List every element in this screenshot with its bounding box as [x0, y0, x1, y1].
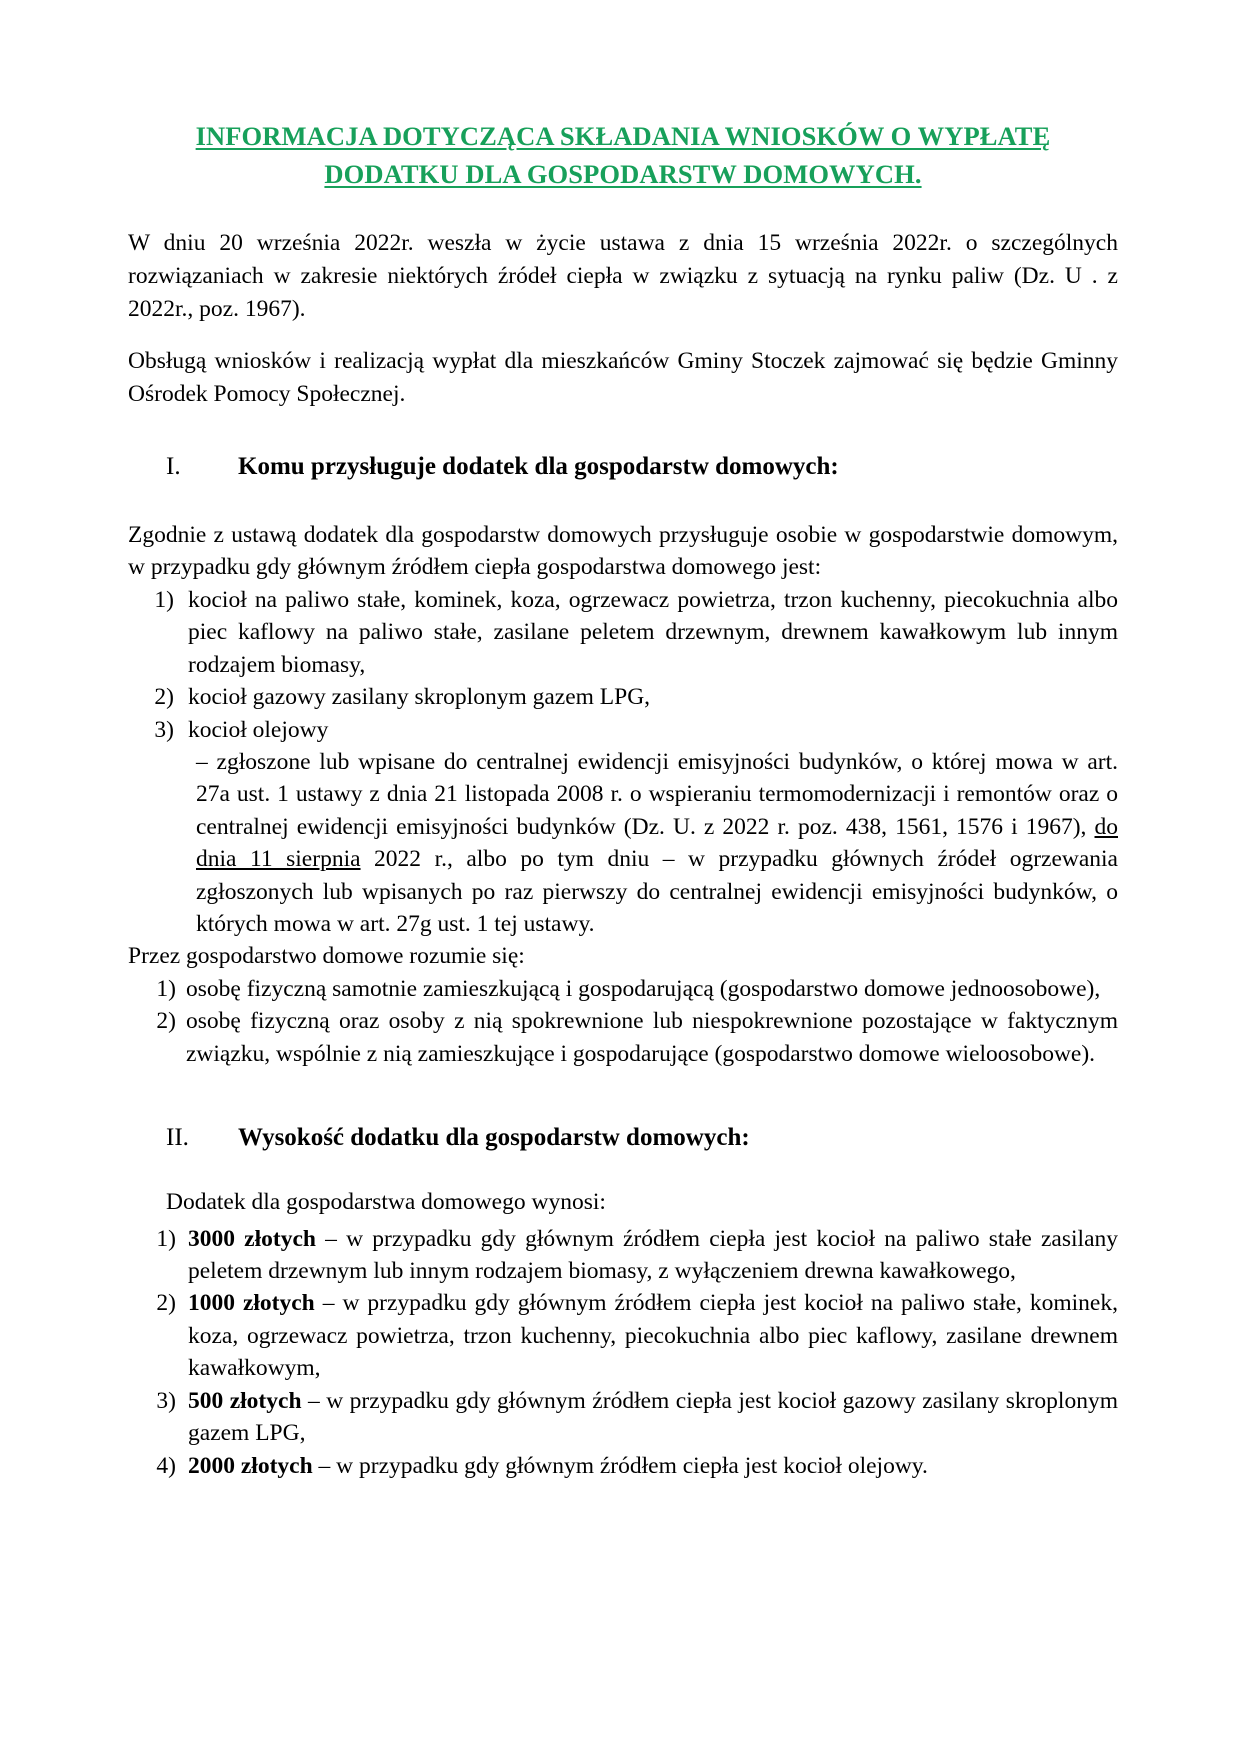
list-item-marker: 4) — [156, 1452, 176, 1479]
list-item-text — [188, 1287, 1118, 1384]
list-item-marker: 1) — [156, 975, 176, 1002]
section-1-heading — [128, 453, 1118, 481]
list-item-text: kocioł gazowy zasilany skroplonym gazem LPG, — [188, 684, 651, 711]
list-item — [128, 1287, 1118, 1384]
list-item — [128, 1385, 1118, 1450]
section-1-numeral: I. — [166, 452, 181, 480]
amount-description: – w przypadku gdy głównym źródłem ciepła jest kocioł na paliwo stałe, kominek, koza, ogrzewacz powietrza, trzon kuchenny, piecokuchnia albo piec kaflowy, zasilane drewnem kawałkowym, — [188, 1290, 1118, 1382]
list-item — [128, 973, 1118, 1005]
list-item — [128, 1450, 1118, 1482]
list-item-marker: 3) — [156, 1387, 176, 1414]
amount-description: – w przypadku gdy głównym źródłem ciepła jest kocioł na paliwo stałe zasilany peletem drzewnym lub innym rodzajem biomasy, z wyłączeniem drewna kawałkowego, — [188, 1225, 1118, 1285]
amount-description: – w przypadku gdy głównym źródłem ciepła jest kocioł olejowy. — [312, 1452, 928, 1479]
household-definition-list — [128, 973, 1118, 1070]
list-item — [128, 1223, 1118, 1288]
list-item-text: kocioł olejowy — [188, 716, 329, 743]
list-item-marker: 2) — [156, 1290, 176, 1317]
dash-clause-underlined: do dnia 11 sierpnia — [196, 813, 1118, 873]
amount-value: 2000 złotych — [188, 1452, 313, 1479]
list-item — [128, 584, 1118, 681]
section-1-heading-text: Komu przysługuje dodatek dla gospodarstw domowych: — [238, 452, 839, 480]
intro-paragraph-2: Obsługą wniosków i realizacją wypłat dla mieszkańców Gminy Stoczek zajmować się będzie Gminny Ośrodek Pomocy Społecznej. — [128, 348, 1118, 407]
list-item-text: osobę fizyczną samotnie zamieszkującą i gospodarującą (gospodarstwo domowe jednoosobowe), — [186, 975, 1101, 1002]
section-1-intro: Zgodnie z ustawą dodatek dla gospodarstw domowych przysługuje osobie w gospodarstwie domowym, w przypadku gdy głównym źródłem ciepła gospodarstwa domowego jest: — [128, 521, 1118, 581]
page-title-line-1: INFORMACJA DOTYCZĄCA SKŁADANIA WNIOSKÓW O WYPŁATĘ — [195, 121, 1051, 151]
section-2-intro: Dodatek dla gospodarstwa domowego wynosi: — [166, 1189, 606, 1216]
list-item — [128, 681, 1118, 713]
amount-value: 1000 złotych — [188, 1290, 315, 1317]
list-item-text: osobę fizyczną oraz osoby z nią spokrewnione lub niespokrewnione pozostające w faktycznym związku, wspólnie z nią zamieszkujące i gospodarujące (gospodarstwo domowe wieloosobowe). — [186, 1008, 1118, 1067]
dash-clause-part-1: – zgłoszone lub wpisane do centralnej ewidencji emisyjności budynków, o której mowa w art. 27a ust. 1 ustawy z dnia 21 listopada 2008 r. o wspieraniu termomodernizacji i remontów oraz o centralnej ewidencji emisyjności budynków (Dz. U. z 2022 r. poz. 438, 1561, 1576 i 1967), — [196, 748, 1118, 840]
section-2-heading — [128, 1124, 1118, 1152]
page-title — [128, 118, 1118, 193]
list-item-text — [188, 1385, 1118, 1450]
list-item-marker: 2) — [154, 684, 174, 711]
list-item-text — [188, 1223, 1118, 1288]
intro-paragraph-1: W dniu 20 września 2022r. weszła w życie ustawa z dnia 15 września 2022r. o szczególnych rozwiązaniach w zakresie niektórych źródeł ciepła w związku z sytuacją na rynku paliw (Dz. U . z 2022r., poz. 1967). — [128, 230, 1118, 322]
amount-value: 3000 złotych — [188, 1225, 316, 1252]
section-2-numeral: II. — [166, 1124, 189, 1152]
dash-clause-part-2: 2022 r., albo po tym dniu – w przypadku głównych źródeł ogrzewania zgłoszonych lub wpisanych po raz pierwszy do centralnej ewidencji emisyjności budynków, o których mowa w art. 27g ust. 1 tej ustawy. — [196, 846, 1118, 938]
amount-description: – w przypadku gdy głównym źródłem ciepła jest kocioł gazowy zasilany skroplonym gazem LPG, — [188, 1387, 1118, 1447]
list-item-marker: 2) — [156, 1008, 176, 1035]
page-title-line-2: DODATKU DLA GOSPODARSTW DOMOWYCH. — [324, 158, 922, 189]
section-2-list — [128, 1223, 1118, 1482]
section-1-list — [128, 584, 1118, 746]
list-item-marker: 3) — [154, 716, 174, 743]
list-item — [128, 1005, 1118, 1070]
section-2-heading-text: Wysokość dodatku dla gospodarstw domowych: — [238, 1124, 750, 1152]
section-1-dash-clause — [128, 746, 1118, 941]
household-definition-intro: Przez gospodarstwo domowe rozumie się: — [128, 943, 525, 970]
list-item-text: kocioł na paliwo stałe, kominek, koza, ogrzewacz powietrza, trzon kuchenny, piecokuchnia albo piec kaflowy na paliwo stałe, zasilane peletem drzewnym, drewnem kawałkowym lub innym rodzajem biomasy, — [188, 586, 1118, 678]
list-item-marker: 1) — [156, 1225, 176, 1252]
amount-value: 500 złotych — [188, 1387, 302, 1414]
list-item-text — [188, 1450, 1118, 1482]
list-item — [128, 714, 1118, 746]
list-item-marker: 1) — [154, 586, 174, 613]
